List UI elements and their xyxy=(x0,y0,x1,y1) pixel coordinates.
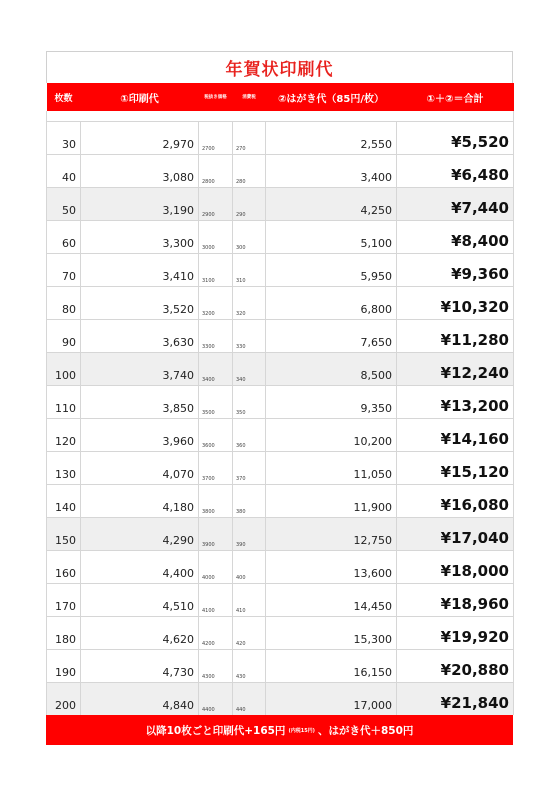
cell-qty: 190 xyxy=(47,650,81,683)
cell-base-price: 4100 xyxy=(199,584,233,617)
table-row xyxy=(47,287,514,320)
cell-base-price: 3900 xyxy=(199,518,233,551)
header-base-price: 税抜き価格 xyxy=(199,83,233,111)
cell-print-cost: 3,410 xyxy=(81,254,199,287)
cell-print-cost: 2,970 xyxy=(81,122,199,155)
header-row xyxy=(47,83,514,111)
cell-postcard-cost: 14,450 xyxy=(266,584,397,617)
cell-total: ¥18,960 xyxy=(397,584,514,617)
cell-tax: 410 xyxy=(233,584,266,617)
cell-qty: 200 xyxy=(47,683,81,716)
cell-print-cost: 4,290 xyxy=(81,518,199,551)
cell-total: ¥5,520 xyxy=(397,122,514,155)
cell-postcard-cost: 13,600 xyxy=(266,551,397,584)
cell-tax: 420 xyxy=(233,617,266,650)
table-row xyxy=(47,320,514,353)
cell-total: ¥7,440 xyxy=(397,188,514,221)
cell-qty: 70 xyxy=(47,254,81,287)
cell-postcard-cost: 17,000 xyxy=(266,683,397,716)
cell-postcard-cost: 6,800 xyxy=(266,287,397,320)
cell-postcard-cost: 11,900 xyxy=(266,485,397,518)
footer-tail-text: 、はがき代＋850円 xyxy=(317,724,414,737)
cell-total: ¥11,280 xyxy=(397,320,514,353)
footer-tax-note: (内税15円) xyxy=(288,727,315,734)
cell-print-cost: 4,840 xyxy=(81,683,199,716)
cell-print-cost: 4,180 xyxy=(81,485,199,518)
cell-base-price: 3700 xyxy=(199,452,233,485)
cell-qty: 160 xyxy=(47,551,81,584)
cell-base-price: 3600 xyxy=(199,419,233,452)
header-qty: 枚数 xyxy=(47,83,81,111)
cell-base-price: 4200 xyxy=(199,617,233,650)
cell-qty: 80 xyxy=(47,287,81,320)
cell-qty: 140 xyxy=(47,485,81,518)
cell-print-cost: 4,510 xyxy=(81,584,199,617)
cell-postcard-cost: 9,350 xyxy=(266,386,397,419)
cell-qty: 60 xyxy=(47,221,81,254)
table-row xyxy=(47,650,514,683)
cell-base-price: 3800 xyxy=(199,485,233,518)
cell-postcard-cost: 7,650 xyxy=(266,320,397,353)
cell-print-cost: 3,850 xyxy=(81,386,199,419)
spacer-row xyxy=(47,111,514,122)
cell-tax: 350 xyxy=(233,386,266,419)
cell-postcard-cost: 3,400 xyxy=(266,155,397,188)
page-title: 年賀状印刷代 xyxy=(46,51,513,83)
cell-postcard-cost: 4,250 xyxy=(266,188,397,221)
cell-total: ¥12,240 xyxy=(397,353,514,386)
table-row xyxy=(47,518,514,551)
table-row xyxy=(47,122,514,155)
cell-postcard-cost: 15,300 xyxy=(266,617,397,650)
cell-tax: 380 xyxy=(233,485,266,518)
cell-total: ¥21,840 xyxy=(397,683,514,716)
header-print-cost: ①印刷代 xyxy=(81,83,199,111)
cell-total: ¥13,200 xyxy=(397,386,514,419)
table-row xyxy=(47,683,514,716)
cell-qty: 120 xyxy=(47,419,81,452)
cell-qty: 40 xyxy=(47,155,81,188)
cell-postcard-cost: 5,100 xyxy=(266,221,397,254)
cell-qty: 180 xyxy=(47,617,81,650)
cell-print-cost: 3,080 xyxy=(81,155,199,188)
table-row xyxy=(47,617,514,650)
cell-tax: 300 xyxy=(233,221,266,254)
cell-print-cost: 3,190 xyxy=(81,188,199,221)
cell-base-price: 4000 xyxy=(199,551,233,584)
cell-postcard-cost: 8,500 xyxy=(266,353,397,386)
cell-qty: 110 xyxy=(47,386,81,419)
cell-postcard-cost: 16,150 xyxy=(266,650,397,683)
table-row xyxy=(47,188,514,221)
table-row xyxy=(47,155,514,188)
table-row xyxy=(47,452,514,485)
cell-qty: 100 xyxy=(47,353,81,386)
cell-qty: 50 xyxy=(47,188,81,221)
table-row xyxy=(47,386,514,419)
cell-base-price: 2900 xyxy=(199,188,233,221)
table-row xyxy=(47,551,514,584)
table-row xyxy=(47,254,514,287)
cell-print-cost: 4,620 xyxy=(81,617,199,650)
cell-qty: 90 xyxy=(47,320,81,353)
cell-print-cost: 3,960 xyxy=(81,419,199,452)
cell-tax: 430 xyxy=(233,650,266,683)
header-postcard-cost: ②はがき代（85円/枚） xyxy=(266,83,397,111)
cell-print-cost: 3,520 xyxy=(81,287,199,320)
footer-main-text: 以降10枚ごと印刷代+165円 xyxy=(145,724,286,737)
cell-total: ¥14,160 xyxy=(397,419,514,452)
cell-print-cost: 4,730 xyxy=(81,650,199,683)
cell-postcard-cost: 2,550 xyxy=(266,122,397,155)
table-row xyxy=(47,419,514,452)
cell-print-cost: 3,740 xyxy=(81,353,199,386)
cell-qty: 150 xyxy=(47,518,81,551)
footer-note xyxy=(46,715,513,745)
table-body xyxy=(47,111,514,715)
cell-qty: 130 xyxy=(47,452,81,485)
cell-total: ¥20,880 xyxy=(397,650,514,683)
cell-base-price: 3400 xyxy=(199,353,233,386)
cell-base-price: 3200 xyxy=(199,287,233,320)
cell-base-price: 3100 xyxy=(199,254,233,287)
cell-total: ¥9,360 xyxy=(397,254,514,287)
cell-tax: 440 xyxy=(233,683,266,716)
cell-base-price: 3300 xyxy=(199,320,233,353)
cell-tax: 330 xyxy=(233,320,266,353)
cell-print-cost: 3,630 xyxy=(81,320,199,353)
cell-total: ¥16,080 xyxy=(397,485,514,518)
cell-base-price: 3000 xyxy=(199,221,233,254)
price-table xyxy=(46,83,514,715)
cell-total: ¥19,920 xyxy=(397,617,514,650)
table-row xyxy=(47,485,514,518)
table-row xyxy=(47,353,514,386)
cell-qty: 30 xyxy=(47,122,81,155)
cell-total: ¥8,400 xyxy=(397,221,514,254)
cell-tax: 390 xyxy=(233,518,266,551)
cell-base-price: 2700 xyxy=(199,122,233,155)
cell-base-price: 2800 xyxy=(199,155,233,188)
cell-print-cost: 3,300 xyxy=(81,221,199,254)
cell-total: ¥18,000 xyxy=(397,551,514,584)
header-total: ①＋②＝合計 xyxy=(397,83,514,111)
cell-total: ¥6,480 xyxy=(397,155,514,188)
cell-tax: 370 xyxy=(233,452,266,485)
cell-postcard-cost: 12,750 xyxy=(266,518,397,551)
cell-base-price: 4400 xyxy=(199,683,233,716)
cell-base-price: 3500 xyxy=(199,386,233,419)
header-tax: 消費税 xyxy=(233,83,266,111)
cell-tax: 340 xyxy=(233,353,266,386)
cell-tax: 280 xyxy=(233,155,266,188)
cell-tax: 400 xyxy=(233,551,266,584)
cell-tax: 310 xyxy=(233,254,266,287)
table-row xyxy=(47,221,514,254)
cell-tax: 360 xyxy=(233,419,266,452)
table-row xyxy=(47,584,514,617)
cell-base-price: 4300 xyxy=(199,650,233,683)
cell-total: ¥10,320 xyxy=(397,287,514,320)
cell-postcard-cost: 5,950 xyxy=(266,254,397,287)
cell-total: ¥17,040 xyxy=(397,518,514,551)
cell-total: ¥15,120 xyxy=(397,452,514,485)
cell-postcard-cost: 11,050 xyxy=(266,452,397,485)
cell-tax: 290 xyxy=(233,188,266,221)
cell-print-cost: 4,400 xyxy=(81,551,199,584)
cell-postcard-cost: 10,200 xyxy=(266,419,397,452)
cell-tax: 320 xyxy=(233,287,266,320)
cell-tax: 270 xyxy=(233,122,266,155)
cell-qty: 170 xyxy=(47,584,81,617)
cell-print-cost: 4,070 xyxy=(81,452,199,485)
price-sheet xyxy=(46,51,513,745)
